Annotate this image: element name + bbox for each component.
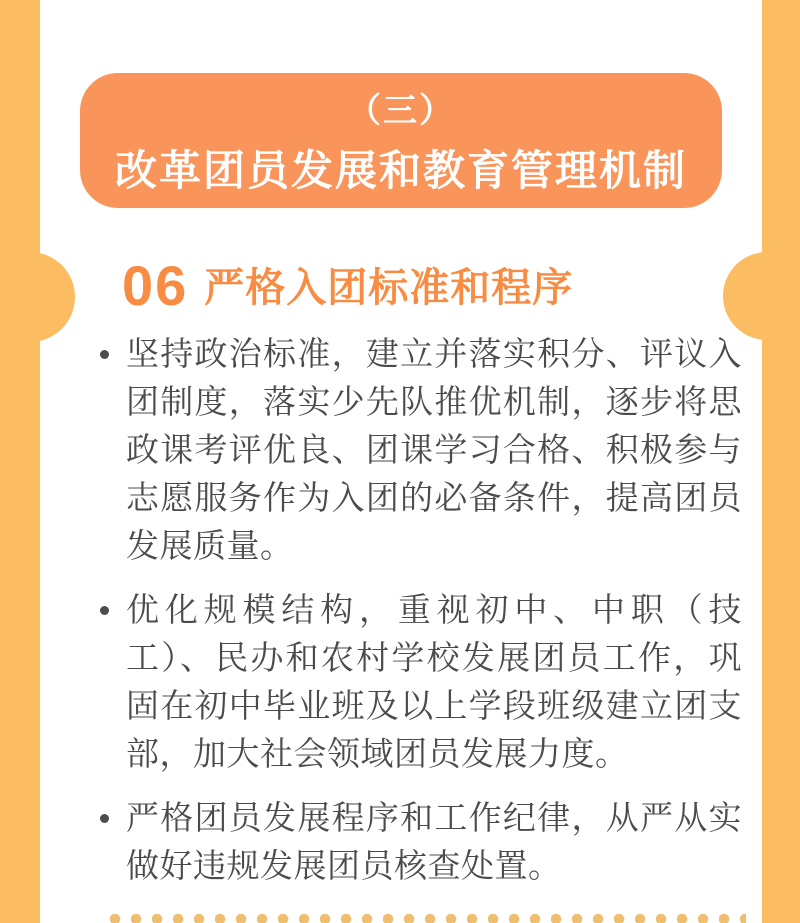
list-item (100, 330, 748, 570)
banner-title: 改革团员发展和教育管理机制 (114, 147, 687, 194)
list-item (100, 794, 748, 890)
bullet-text: 优化规模结构，重视初中、中职（技工）、民办和农村学校发展团员工作，巩固在初中毕业班及以上学段班级建立团支部，加大社会领域团员发展力度。 (126, 591, 742, 772)
left-circle-decoration (0, 252, 75, 342)
dotted-divider (110, 914, 746, 923)
list-item (100, 586, 748, 778)
banner-part-number: （三） (347, 92, 455, 130)
section-title: 严格入团标准和程序 (204, 266, 574, 310)
section-number: 06 (122, 254, 189, 317)
bullet-dot-icon (100, 606, 109, 615)
section-banner (80, 73, 722, 208)
bullet-list (100, 330, 748, 906)
bullet-dot-icon (100, 814, 109, 823)
bullet-text: 严格团员发展程序和工作纪律，从严从实做好违规发展团员核查处置。 (126, 799, 742, 884)
right-circle-decoration (723, 252, 800, 340)
bullet-dot-icon (100, 350, 109, 359)
section-heading (122, 254, 573, 318)
right-border-strip (762, 0, 800, 923)
left-border-strip (0, 0, 40, 923)
bullet-text: 坚持政治标准，建立并落实积分、评议入团制度，落实少先队推优机制，逐步将思政课考评优良、团课学习合格、积极参与志愿服务作为入团的必备条件，提高团员发展质量。 (126, 335, 742, 564)
